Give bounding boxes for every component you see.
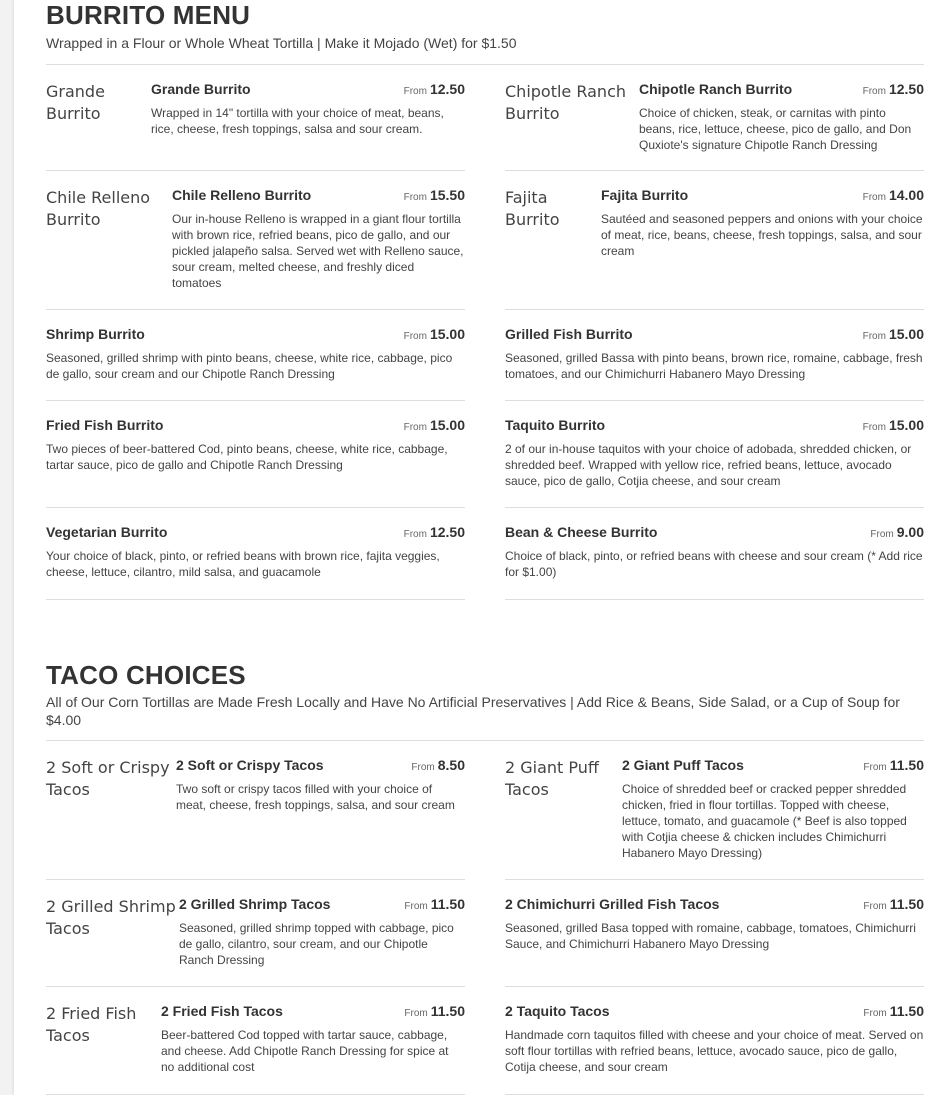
- item-price: [404, 1003, 465, 1021]
- item-name: 2 Grilled Shrimp Tacos: [179, 896, 331, 912]
- price-amount: 11.50: [889, 896, 924, 912]
- price-from-label: From: [870, 529, 894, 540]
- price-amount: 8.50: [437, 757, 465, 773]
- menu-item[interactable]: [46, 741, 465, 880]
- item-price: [863, 417, 924, 435]
- price-amount: 12.50: [888, 81, 924, 97]
- item-name: Taquito Burrito: [505, 417, 606, 433]
- price-from-label: From: [863, 1008, 887, 1019]
- item-info: [505, 896, 924, 952]
- menu-item[interactable]: [46, 401, 465, 508]
- price-from-label: From: [404, 901, 428, 912]
- item-header: [639, 81, 924, 101]
- item-description: Two pieces of beer-battered Cod, pinto beans, cheese, white rice, cabbage, tartar sauce, pico de gallo and Chipotle Ranch Dressing: [46, 442, 448, 472]
- section-title: BURRITO MENU: [46, 0, 251, 30]
- item-price: [863, 326, 924, 344]
- item-header: [505, 417, 924, 437]
- menu-item[interactable]: [46, 65, 465, 171]
- item-name: 2 Soft or Crispy Tacos: [176, 757, 324, 773]
- item-description: Two soft or crispy tacos filled with your choice of meat, cheese, fresh toppings, salsa, and sour cream: [176, 782, 455, 812]
- item-description: Wrapped in 14" tortilla with your choice of meat, beans, rice, cheese, fresh toppings, salsa and sour cream.: [151, 106, 444, 136]
- item-header: [172, 187, 465, 207]
- menu-item[interactable]: [505, 401, 924, 508]
- item-price: [863, 757, 924, 775]
- menu-item[interactable]: [46, 171, 465, 310]
- item-info: [172, 187, 465, 291]
- price-from-label: From: [862, 331, 886, 342]
- item-price: [863, 187, 924, 205]
- price-amount: 11.50: [430, 1003, 465, 1019]
- item-image: Chile Relleno Burrito: [46, 188, 151, 229]
- item-image: 2 Soft or Crispy Tacos: [46, 758, 170, 799]
- menu-item[interactable]: [505, 310, 924, 401]
- item-description: Choice of chicken, steak, or carnitas with pinto beans, rice, lettuce, cheese, pico de gallo, and Don Quxiote's signature Chipotle Ranch Dressing: [639, 106, 912, 152]
- item-description: Choice of shredded beef or cracked pepper shredded chicken, fried in flour tortillas. Topped with cheese, lettuce, tomato, and guacamole (* Beef is also topped with Cotjia cheese & chicken includes Chimichurri Habanero Mayo Dressing): [622, 782, 907, 860]
- item-name: Grande Burrito: [151, 81, 251, 97]
- price-from-label: From: [862, 86, 886, 97]
- item-header: [46, 326, 465, 346]
- item-price: [404, 896, 465, 914]
- item-info: [176, 757, 465, 813]
- item-info: [601, 187, 924, 259]
- item-price: [863, 81, 924, 99]
- price-amount: 9.00: [896, 524, 924, 540]
- item-description: Our in-house Relleno is wrapped in a giant flour tortilla with brown rice, refried beans, pico de gallo, and our pickled jalapeño salsa. Served wet with Relleno sauce, sour cream, melted cheese, and freshly diced tomatoes: [172, 212, 464, 290]
- price-amount: 14.00: [888, 187, 924, 203]
- menu-item[interactable]: [46, 310, 465, 401]
- price-amount: 15.50: [429, 187, 465, 203]
- section-title: TACO CHOICES: [46, 660, 246, 690]
- item-name: Grilled Fish Burrito: [505, 326, 633, 342]
- item-price: [404, 417, 465, 435]
- item-info: [505, 417, 924, 489]
- item-name: Chipotle Ranch Burrito: [639, 81, 793, 97]
- item-price: [863, 1003, 924, 1021]
- menu-item[interactable]: [505, 508, 924, 600]
- item-image: Chipotle Ranch Burrito: [505, 82, 626, 123]
- menu-item[interactable]: [505, 987, 924, 1095]
- item-header: [505, 524, 924, 544]
- price-amount: 11.50: [889, 757, 924, 773]
- item-name: 2 Chimichurri Grilled Fish Tacos: [505, 896, 720, 912]
- item-name: 2 Giant Puff Tacos: [622, 757, 744, 773]
- item-description: Your choice of black, pinto, or refried beans with brown rice, fajita veggies, cheese, lettuce, cilantro, mild salsa, and guacamole: [46, 549, 440, 579]
- item-header: [176, 757, 465, 777]
- menu-item[interactable]: [505, 171, 924, 310]
- price-from-label: From: [862, 192, 886, 203]
- item-info: [639, 81, 924, 153]
- item-header: [151, 81, 465, 101]
- item-header: [505, 326, 924, 346]
- item-name: Chile Relleno Burrito: [172, 187, 312, 203]
- item-description: Handmade corn taquitos filled with cheese and your choice of meat. Served on soft flour tortillas with refried beans, lettuce, avocado sauce, pico de gallo, Cotija cheese, and sour cream: [505, 1028, 924, 1074]
- item-price: [870, 524, 924, 542]
- item-header: [179, 896, 465, 916]
- item-info: [161, 1003, 465, 1075]
- item-price: [404, 81, 465, 99]
- item-image: 2 Grilled Shrimp Tacos: [46, 897, 176, 938]
- price-from-label: From: [862, 422, 886, 433]
- item-price: [404, 187, 465, 205]
- item-image: 2 Giant Puff Tacos: [505, 758, 599, 799]
- item-name: Shrimp Burrito: [46, 326, 145, 342]
- item-header: [161, 1003, 465, 1023]
- menu-item[interactable]: [46, 880, 465, 987]
- item-image: Grande Burrito: [46, 82, 105, 123]
- menu-item[interactable]: [46, 987, 465, 1095]
- item-info: [505, 524, 924, 580]
- item-name: Fried Fish Burrito: [46, 417, 164, 433]
- item-description: 2 of our in-house taquitos with your choice of adobada, shredded chicken, or shredded beef. Wrapped with yellow rice, refried beans, lettuce, avocado sauce, pico de gallo, Cotjia cheese, and sour cream: [505, 442, 912, 488]
- item-header: [505, 896, 924, 916]
- item-description: Beer-battered Cod topped with tartar sauce, cabbage, and cheese. Add Chipotle Ranch Dressing for spice at no additional cost: [161, 1028, 449, 1074]
- item-header: [601, 187, 924, 207]
- price-from-label: From: [403, 331, 427, 342]
- menu-item[interactable]: [46, 508, 465, 600]
- price-amount: 12.50: [429, 524, 465, 540]
- item-image: Fajita Burrito: [505, 188, 560, 229]
- section-subtitle: Wrapped in a Flour or Whole Wheat Tortilla | Make it Mojado (Wet) for $1.50: [46, 35, 517, 51]
- item-price: [863, 896, 924, 914]
- item-header: [622, 757, 924, 777]
- item-name: Fajita Burrito: [601, 187, 689, 203]
- menu-item[interactable]: [505, 741, 924, 880]
- item-info: [46, 417, 465, 473]
- price-amount: 15.00: [888, 326, 924, 342]
- item-info: [505, 326, 924, 382]
- item-header: [46, 417, 465, 437]
- item-description: Seasoned, grilled Basa topped with romaine, cabbage, tomatoes, Chimichurri Sauce, and Chimichurri Habanero Mayo Dressing: [505, 921, 916, 951]
- item-image: 2 Fried Fish Tacos: [46, 1004, 137, 1045]
- price-from-label: From: [863, 762, 887, 773]
- item-description: Seasoned, grilled shrimp with pinto beans, cheese, white rice, cabbage, pico de gallo, sour cream and our Chipotle Ranch Dressing: [46, 351, 453, 381]
- item-description: Seasoned, grilled shrimp topped with cabbage, pico de gallo, cilantro, sour cream, and our Chipotle Ranch Dressing: [179, 921, 454, 967]
- item-price: [411, 757, 465, 775]
- item-price: [404, 326, 465, 344]
- burrito-grid: [46, 65, 924, 600]
- price-amount: 15.00: [888, 417, 924, 433]
- item-info: [46, 524, 465, 580]
- price-amount: 15.00: [429, 326, 465, 342]
- item-name: 2 Fried Fish Tacos: [161, 1003, 283, 1019]
- menu-content: [46, 0, 924, 1095]
- item-description: Seasoned, grilled Bassa with pinto beans, brown rice, romaine, cabbage, fresh tomatoes, and our Chimichurri Habanero Mayo Dressing: [505, 351, 923, 381]
- price-amount: 12.50: [429, 81, 465, 97]
- item-info: [505, 1003, 924, 1075]
- item-description: Choice of black, pinto, or refried beans with cheese and sour cream (* Add rice for $1.00): [505, 549, 923, 579]
- item-info: [46, 326, 465, 382]
- item-price: [404, 524, 465, 542]
- menu-item[interactable]: [505, 880, 924, 987]
- item-info: [622, 757, 924, 861]
- price-from-label: From: [403, 192, 427, 203]
- item-description: Sautéed and seasoned peppers and onions with your choice of meat, rice, beans, cheese, fresh toppings, salsa, and sour cream: [601, 212, 923, 258]
- price-from-label: From: [411, 762, 435, 773]
- menu-page: [14, 0, 950, 1095]
- taco-grid: [46, 741, 924, 1095]
- price-from-label: From: [404, 1008, 428, 1019]
- menu-item[interactable]: [505, 65, 924, 171]
- price-from-label: From: [403, 529, 427, 540]
- taco-section: [46, 660, 924, 1095]
- item-info: [151, 81, 465, 137]
- price-amount: 11.50: [430, 896, 465, 912]
- item-info: [179, 896, 465, 968]
- item-header: [46, 524, 465, 544]
- price-from-label: From: [403, 422, 427, 433]
- price-amount: 15.00: [429, 417, 465, 433]
- item-header: [505, 1003, 924, 1023]
- price-from-label: From: [403, 86, 427, 97]
- section-subtitle: All of Our Corn Tortillas are Made Fresh Locally and Have No Artificial Preservatives | Add Rice & Beans, Side Salad, or a Cup of Soup for $4.00: [46, 694, 900, 728]
- price-from-label: From: [863, 901, 887, 912]
- price-amount: 11.50: [889, 1003, 924, 1019]
- item-name: 2 Taquito Tacos: [505, 1003, 610, 1019]
- item-name: Bean & Cheese Burrito: [505, 524, 658, 540]
- item-name: Vegetarian Burrito: [46, 524, 168, 540]
- burrito-section: [46, 0, 924, 600]
